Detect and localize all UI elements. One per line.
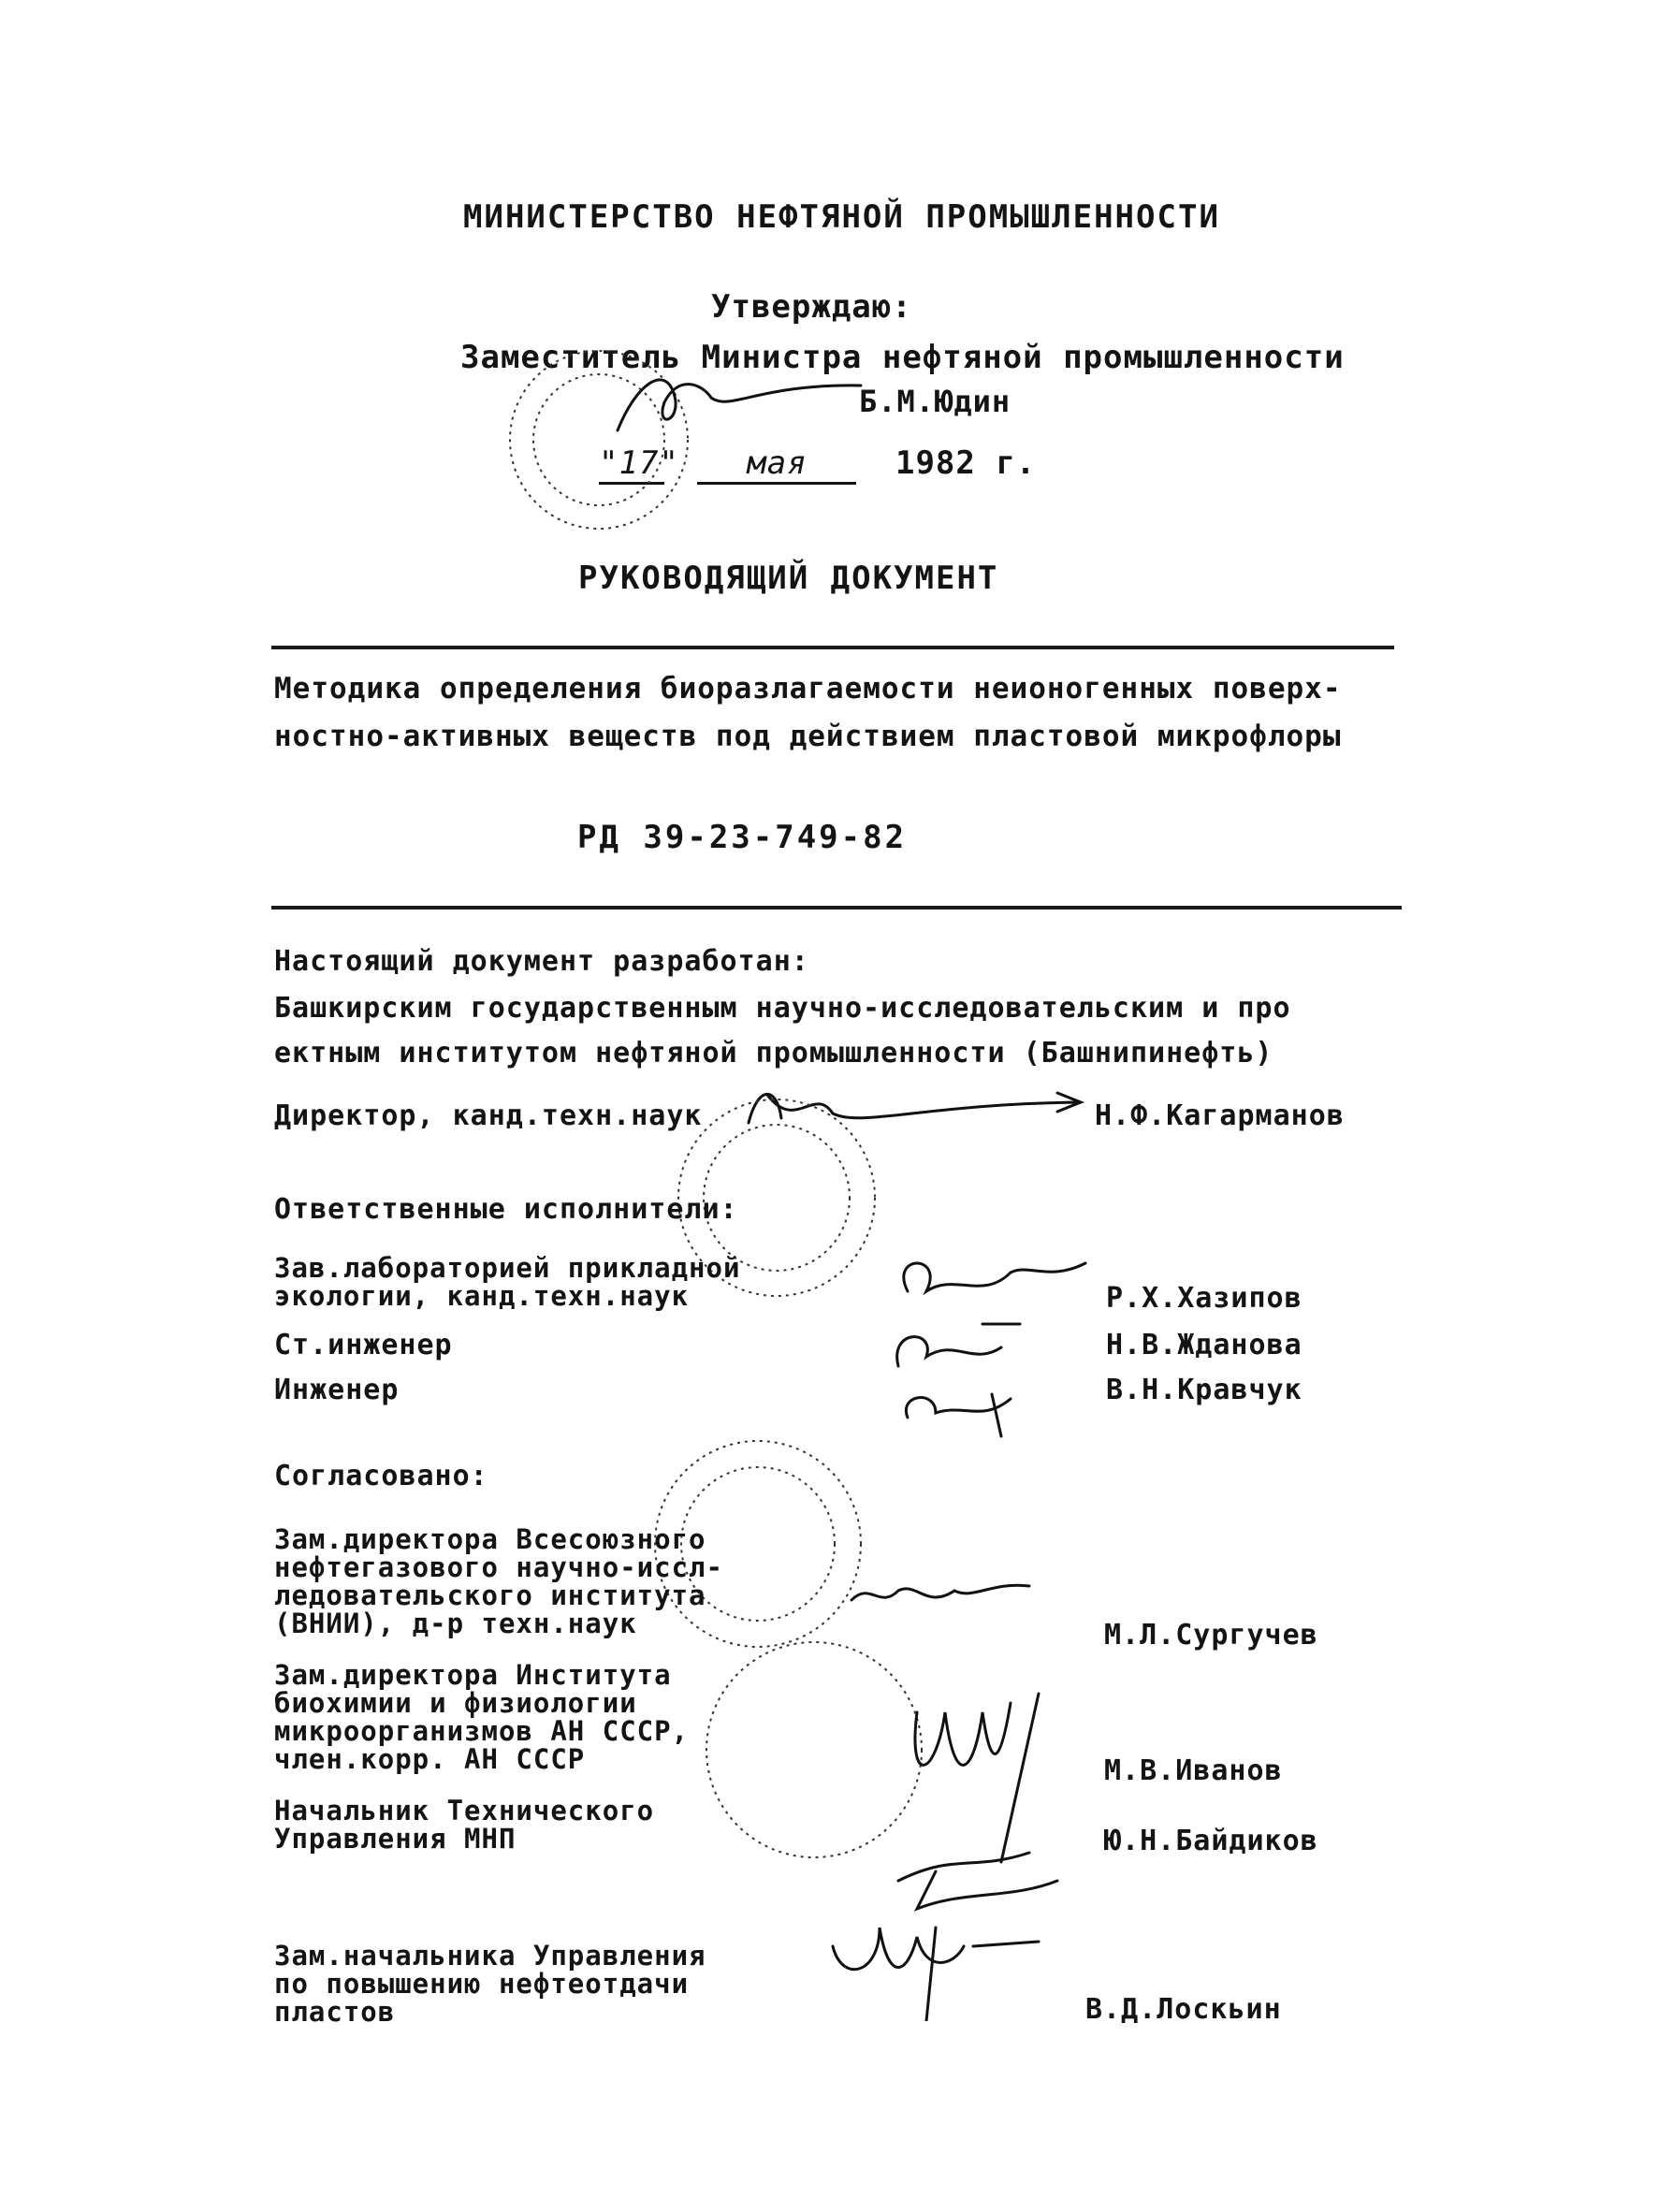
document-title-line1: Методика определения биоразлагаемости неионогенных поверх- xyxy=(274,672,1342,706)
executors-heading: Ответственные исполнители: xyxy=(274,1193,738,1226)
document-title-line2: ностно-активных веществ под действием пластовой микрофлоры xyxy=(274,720,1342,753)
agreed-signatures xyxy=(823,1572,1123,2021)
agreed-heading: Согласовано: xyxy=(274,1460,488,1492)
director-name: Н.Ф.Кагарманов xyxy=(1095,1099,1345,1132)
date-year: 1982 г. xyxy=(895,444,1037,482)
agreed-name: М.Л.Сургучев xyxy=(1104,1619,1318,1652)
agreed-title: Зам.директора Всесоюзного нефтегазового научно-иссл- ледовательского института (ВНИИ), д-р техн.наук xyxy=(274,1523,723,1639)
executor-name: Р.Х.Хазипов xyxy=(1106,1282,1302,1315)
agreed-title: Зам.начальника Управления по повышению нефтеотдачи пластов xyxy=(274,1940,706,2028)
executor-title: Ст.инженер xyxy=(274,1329,453,1361)
approval-signature xyxy=(599,346,880,449)
agreed-title: Зам.директора Института биохимии и физиологии микроорганизмов АН СССР, член.корр. АН СССР xyxy=(274,1659,690,1775)
divider-bottom xyxy=(271,906,1402,910)
agreed-name: В.Д.Лоскьин xyxy=(1085,1993,1282,2026)
developer-org-line2: ектным институтом нефтяной промышленности (Башнипинефть) xyxy=(274,1037,1273,1070)
developer-org-line1: Башкирским государственным научно-исследовательским и про xyxy=(274,992,1291,1025)
ministry-heading: МИНИСТЕРСТВО НЕФТЯНОЙ ПРОМЫШЛЕННОСТИ xyxy=(463,198,1220,236)
approve-label: Утверждаю: xyxy=(711,288,912,326)
agreed-title: Начальник Технического Управления МНП xyxy=(274,1795,655,1855)
divider-top xyxy=(271,646,1394,649)
date-month: мая xyxy=(697,444,856,485)
executor-title: Инженер xyxy=(274,1374,400,1406)
director-title: Директор, канд.техн.наук xyxy=(274,1099,703,1132)
executor-signatures xyxy=(870,1235,1113,1441)
approver-position: Заместитель Министра нефтяной промышленности xyxy=(460,339,1345,376)
executor-title: Зав.лабораторией прикладной экологии, канд.техн.наук xyxy=(274,1252,741,1312)
executor-name: В.Н.Кравчук xyxy=(1106,1374,1302,1406)
document-type: РУКОВОДЯЩИЙ ДОКУМЕНТ xyxy=(578,560,999,597)
approver-name: Б.М.Юдин xyxy=(859,384,1011,419)
agreed-name: Ю.Н.Байдиков xyxy=(1104,1825,1318,1857)
document-code: РД 39-23-749-82 xyxy=(577,819,908,856)
executor-name: Н.В.Жданова xyxy=(1106,1329,1302,1361)
developer-intro: Настоящий документ разработан: xyxy=(274,945,809,978)
agreed-name: М.В.Иванов xyxy=(1104,1754,1283,1787)
date-day: "17" xyxy=(599,444,664,485)
